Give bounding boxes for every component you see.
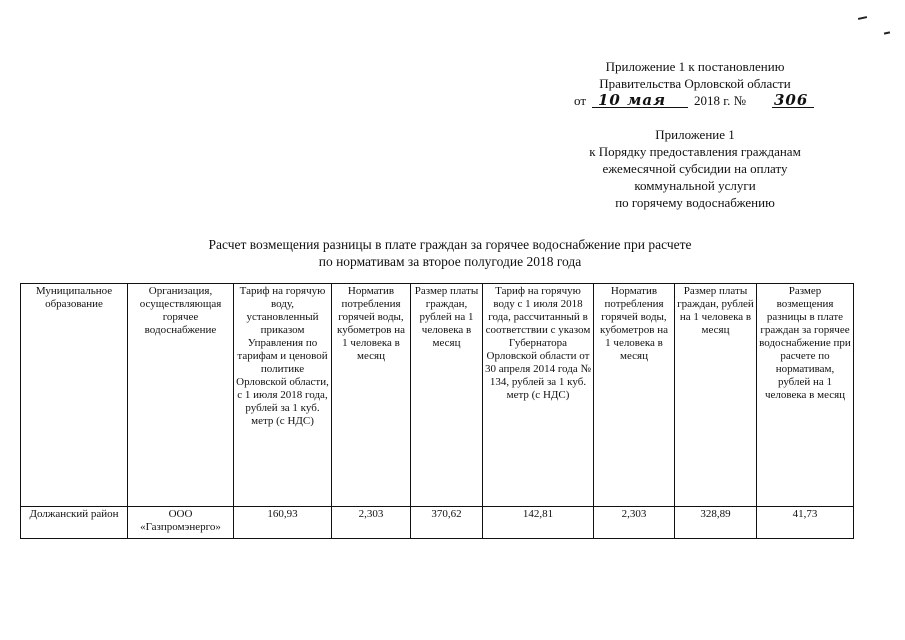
cell-norm-2: 2,303: [594, 507, 675, 539]
handwritten-date: 10 мая: [598, 91, 667, 109]
date-middle: 2018 г. №: [694, 93, 747, 108]
cell-tariff-regional: 160,93: [234, 507, 332, 539]
annex-2-line: по горячему водоснабжению: [615, 195, 775, 210]
annex-1-block: [560, 58, 830, 109]
cell-municipality: Должанский район: [21, 507, 128, 539]
annex-2-line: Приложение 1: [655, 127, 735, 142]
header-municipality: Муниципальное образование: [21, 284, 128, 507]
header-norm-1: Норматив потребления горячей воды, кубометров на 1 человека в месяц: [332, 284, 411, 507]
scan-mark: [884, 31, 890, 34]
table-row: [21, 507, 854, 539]
annex-1-date-line: [560, 92, 830, 109]
table-header-row: [21, 284, 854, 507]
annex-1-line: Правительства Орловской области: [599, 76, 791, 91]
document-title: [150, 236, 750, 270]
cell-organization: ООО «Газпромэнерго»: [128, 507, 234, 539]
cell-tariff-calculated: 142,81: [483, 507, 594, 539]
header-compensation: Размер возмещения разницы в плате граждан за горячее водоснабжение при расчете по нормативам, рублей на 1 человека в месяц: [757, 284, 854, 507]
header-tariff-regional: Тариф на горячую воду, установленный приказом Управления по тарифам и ценовой политике Орловской области, с 1 июля 2018 года, рублей за 1 куб. метр (с НДС): [234, 284, 332, 507]
header-norm-2: Норматив потребления горячей воды, кубометров на 1 человека в месяц: [594, 284, 675, 507]
date-prefix: от: [574, 93, 587, 108]
header-payment-2: Размер платы граждан, рублей на 1 человека в месяц: [675, 284, 757, 507]
annex-1-line: Приложение 1 к постановлению: [605, 59, 785, 74]
cell-compensation: 41,73: [757, 507, 854, 539]
annex-2-block: [560, 126, 830, 211]
annex-2-line: ежемесячной субсидии на оплату: [602, 161, 788, 176]
cell-payment-2: 328,89: [675, 507, 757, 539]
cell-norm-1: 2,303: [332, 507, 411, 539]
scan-mark: [858, 16, 867, 20]
header-payment-1: Размер платы граждан, рублей на 1 человека в месяц: [411, 284, 483, 507]
title-line: по нормативам за второе полугодие 2018 года: [318, 254, 582, 269]
header-tariff-calculated: Тариф на горячую воду с 1 июля 2018 года, рассчитанный в соответствии с указом Губернатора Орловской области от 30 апреля 2014 года № 134, рублей за 1 куб. метр (с НДС): [483, 284, 594, 507]
title-line: Расчет возмещения разницы в плате граждан за горячее водоснабжение при расчете: [208, 237, 692, 252]
annex-2-line: коммунальной услуги: [634, 178, 756, 193]
annex-2-line: к Порядку предоставления гражданам: [589, 144, 801, 159]
handwritten-number: 306: [774, 91, 809, 109]
subsidy-table: [20, 283, 854, 539]
cell-payment-1: 370,62: [411, 507, 483, 539]
header-organization: Организация, осуществляющая горячее водоснабжение: [128, 284, 234, 507]
